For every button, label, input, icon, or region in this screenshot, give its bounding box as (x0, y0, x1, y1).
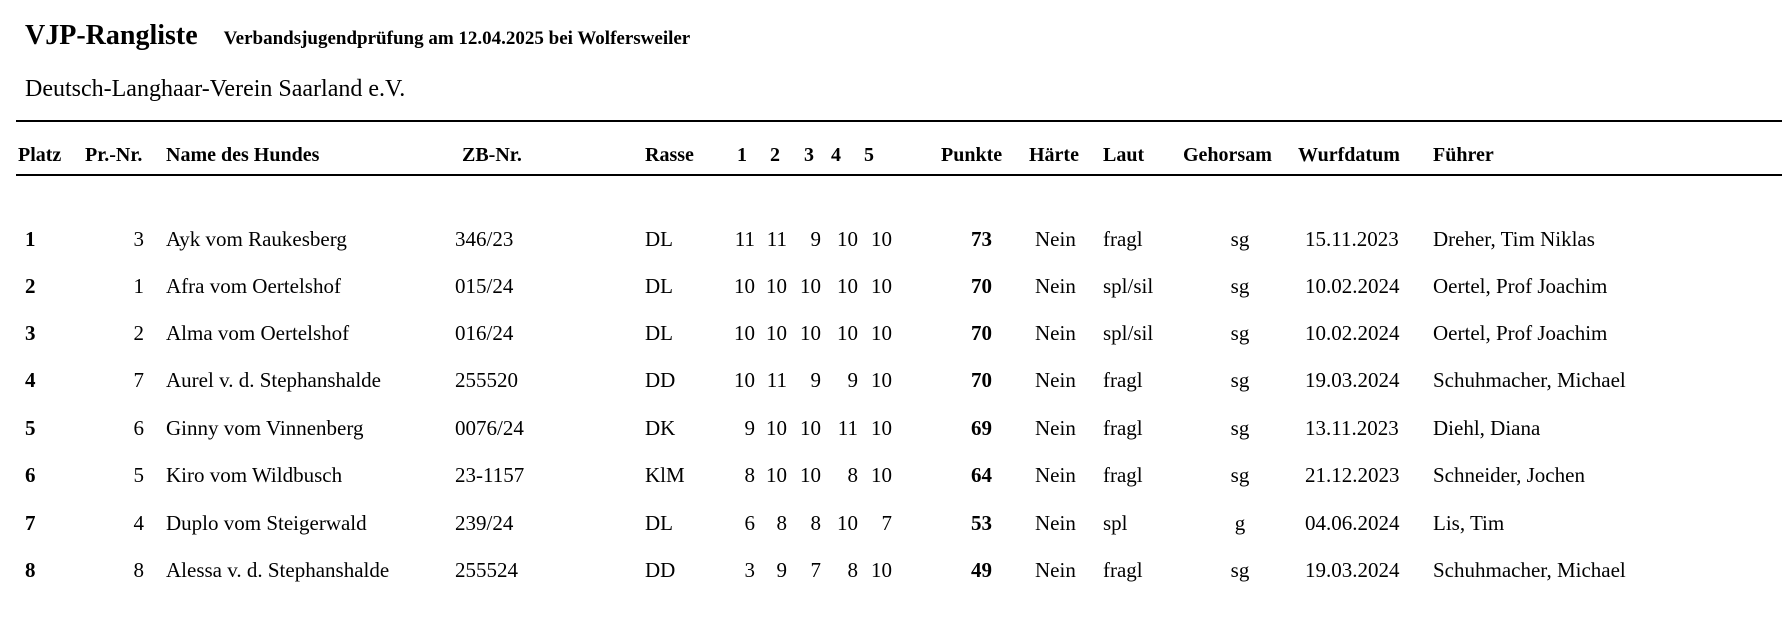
cell-score-1: 10 (734, 321, 755, 345)
cell-prnr: 2 (133, 321, 144, 345)
cell-gehorsam: sg (1230, 558, 1250, 582)
cell-zb: 255524 (455, 558, 518, 582)
cell-score-3: 10 (800, 274, 821, 298)
cell-wurfdatum: 15.11.2023 (1305, 227, 1399, 251)
header-rasse: Rasse (645, 144, 694, 166)
cell-rasse: DL (645, 321, 673, 345)
cell-platz: 3 (25, 321, 36, 345)
cell-laut: fragl (1103, 227, 1143, 251)
table-row (0, 224, 1782, 254)
header-laut: Laut (1103, 144, 1145, 166)
cell-wurfdatum: 19.03.2024 (1305, 368, 1400, 392)
cell-haerte: Nein (1035, 558, 1076, 582)
header-score-3: 3 (804, 144, 814, 166)
cell-rasse: DL (645, 511, 673, 535)
cell-score-2: 11 (766, 227, 787, 251)
cell-gehorsam: sg (1230, 416, 1250, 440)
cell-gehorsam: sg (1230, 274, 1250, 298)
cell-score-3: 10 (800, 463, 821, 487)
cell-score-3: 7 (810, 558, 821, 582)
cell-haerte: Nein (1035, 511, 1076, 535)
cell-score-2: 8 (776, 511, 787, 535)
cell-score-3: 10 (800, 416, 821, 440)
cell-score-3: 9 (810, 368, 821, 392)
cell-score-4: 8 (847, 558, 858, 582)
cell-score-1: 6 (744, 511, 755, 535)
cell-laut: spl/sil (1103, 321, 1154, 345)
cell-prnr: 8 (133, 558, 144, 582)
cell-rasse: KlM (645, 463, 685, 487)
cell-score-1: 10 (734, 368, 755, 392)
cell-name: Ginny vom Vinnenberg (166, 416, 364, 440)
cell-zb: 255520 (455, 368, 518, 392)
club-name: Deutsch-Langhaar-Verein Saarland e.V. (25, 76, 406, 102)
cell-score-3: 9 (810, 227, 821, 251)
cell-fuehrer: Schneider, Jochen (1433, 463, 1585, 487)
header-fuehrer: Führer (1433, 144, 1494, 166)
cell-score-1: 8 (744, 463, 755, 487)
cell-score-3: 10 (800, 321, 821, 345)
cell-score-4: 8 (847, 463, 858, 487)
cell-fuehrer: Schuhmacher, Michael (1433, 558, 1626, 582)
cell-laut: fragl (1103, 558, 1143, 582)
cell-zb: 0076/24 (455, 416, 524, 440)
cell-laut: fragl (1103, 368, 1143, 392)
cell-prnr: 5 (133, 463, 144, 487)
cell-platz: 4 (25, 368, 36, 392)
cell-fuehrer: Schuhmacher, Michael (1433, 368, 1626, 392)
cell-platz: 6 (25, 463, 36, 487)
cell-score-5: 10 (871, 227, 892, 251)
cell-laut: spl/sil (1103, 274, 1154, 298)
cell-name: Alma vom Oertelshof (166, 321, 350, 345)
cell-gehorsam: g (1234, 511, 1246, 535)
cell-score-1: 11 (734, 227, 755, 251)
cell-gehorsam: sg (1230, 368, 1250, 392)
cell-zb: 015/24 (455, 274, 514, 298)
cell-wurfdatum: 10.02.2024 (1305, 274, 1400, 298)
header-platz: Platz (18, 144, 62, 166)
cell-name: Duplo vom Steigerwald (166, 511, 367, 535)
cell-score-4: 10 (837, 227, 858, 251)
page-subtitle: Verbandsjugendprüfung am 12.04.2025 bei Wolfersweiler (223, 28, 691, 49)
cell-gehorsam: sg (1230, 463, 1250, 487)
header-prnr: Pr.-Nr. (85, 144, 143, 166)
cell-laut: fragl (1103, 416, 1143, 440)
cell-score-4: 10 (837, 321, 858, 345)
cell-score-4: 10 (837, 274, 858, 298)
cell-prnr: 7 (133, 368, 144, 392)
table-row (0, 555, 1782, 585)
cell-haerte: Nein (1035, 368, 1076, 392)
cell-score-3: 8 (810, 511, 821, 535)
header-score-2: 2 (770, 144, 780, 166)
cell-fuehrer: Oertel, Prof Joachim (1433, 274, 1608, 298)
cell-punkte: 64 (971, 463, 992, 487)
cell-score-5: 10 (871, 321, 892, 345)
cell-fuehrer: Diehl, Diana (1433, 416, 1541, 440)
cell-gehorsam: sg (1230, 227, 1250, 251)
cell-name: Alessa v. d. Stephanshalde (166, 558, 390, 582)
cell-zb: 239/24 (455, 511, 514, 535)
cell-wurfdatum: 13.11.2023 (1305, 416, 1399, 440)
cell-score-5: 10 (871, 368, 892, 392)
cell-punkte: 69 (971, 416, 992, 440)
cell-haerte: Nein (1035, 274, 1076, 298)
header-score-1: 1 (737, 144, 747, 166)
header-score-4: 4 (831, 144, 841, 166)
cell-name: Kiro vom Wildbusch (166, 463, 343, 487)
cell-platz: 7 (25, 511, 36, 535)
cell-rasse: DK (645, 416, 676, 440)
cell-score-4: 9 (847, 368, 858, 392)
cell-name: Aurel v. d. Stephanshalde (166, 368, 382, 392)
cell-punkte: 70 (971, 368, 992, 392)
cell-prnr: 3 (133, 227, 144, 251)
cell-punkte: 70 (971, 321, 992, 345)
cell-punkte: 73 (971, 227, 992, 251)
cell-laut: fragl (1103, 463, 1143, 487)
header-rule (16, 174, 1782, 176)
header-punkte: Punkte (941, 144, 1003, 166)
cell-fuehrer: Oertel, Prof Joachim (1433, 321, 1608, 345)
cell-platz: 2 (25, 274, 36, 298)
header-score-5: 5 (864, 144, 874, 166)
cell-score-5: 10 (871, 463, 892, 487)
cell-wurfdatum: 21.12.2023 (1305, 463, 1400, 487)
cell-zb: 23-1157 (455, 463, 525, 487)
cell-name: Afra vom Oertelshof (166, 274, 341, 298)
table-row (0, 413, 1782, 443)
cell-prnr: 4 (133, 511, 144, 535)
title-line (25, 20, 690, 52)
cell-score-2: 10 (766, 463, 787, 487)
cell-haerte: Nein (1035, 463, 1076, 487)
cell-zb: 346/23 (455, 227, 514, 251)
cell-haerte: Nein (1035, 321, 1076, 345)
cell-prnr: 1 (133, 274, 144, 298)
cell-score-5: 10 (871, 558, 892, 582)
cell-score-5: 10 (871, 416, 892, 440)
cell-score-2: 10 (766, 321, 787, 345)
table-row (0, 460, 1782, 490)
table-row (0, 508, 1782, 538)
cell-wurfdatum: 19.03.2024 (1305, 558, 1400, 582)
cell-haerte: Nein (1035, 227, 1076, 251)
header-wurfdatum: Wurfdatum (1298, 144, 1400, 166)
cell-haerte: Nein (1035, 416, 1076, 440)
cell-punkte: 53 (971, 511, 992, 535)
header-name: Name des Hundes (166, 144, 320, 166)
cell-rasse: DD (645, 558, 676, 582)
cell-score-1: 9 (744, 416, 755, 440)
cell-score-1: 3 (744, 558, 755, 582)
cell-score-4: 11 (837, 416, 858, 440)
cell-platz: 5 (25, 416, 36, 440)
cell-score-2: 10 (766, 274, 787, 298)
cell-platz: 8 (25, 558, 36, 582)
cell-punkte: 70 (971, 274, 992, 298)
table-row (0, 365, 1782, 395)
table-header (0, 140, 1782, 170)
cell-score-5: 7 (881, 511, 892, 535)
cell-name: Ayk vom Raukesberg (166, 227, 347, 251)
cell-fuehrer: Lis, Tim (1433, 511, 1505, 535)
table-row (0, 271, 1782, 301)
cell-score-2: 11 (766, 368, 787, 392)
cell-prnr: 6 (133, 416, 144, 440)
cell-punkte: 49 (971, 558, 992, 582)
cell-platz: 1 (25, 227, 36, 251)
cell-score-2: 9 (776, 558, 787, 582)
top-rule (16, 120, 1782, 122)
cell-wurfdatum: 04.06.2024 (1305, 511, 1400, 535)
table-row (0, 318, 1782, 348)
cell-score-4: 10 (837, 511, 858, 535)
cell-score-1: 10 (734, 274, 755, 298)
cell-zb: 016/24 (455, 321, 514, 345)
cell-laut: spl (1103, 511, 1128, 535)
cell-score-5: 10 (871, 274, 892, 298)
cell-rasse: DL (645, 227, 673, 251)
header-haerte: Härte (1029, 144, 1079, 166)
page-title: VJP-Rangliste (25, 20, 198, 51)
cell-gehorsam: sg (1230, 321, 1250, 345)
header-gehorsam: Gehorsam (1183, 144, 1272, 166)
cell-rasse: DD (645, 368, 676, 392)
cell-rasse: DL (645, 274, 673, 298)
cell-fuehrer: Dreher, Tim Niklas (1433, 227, 1595, 251)
cell-wurfdatum: 10.02.2024 (1305, 321, 1400, 345)
header-zb: ZB-Nr. (462, 144, 522, 166)
cell-score-2: 10 (766, 416, 787, 440)
